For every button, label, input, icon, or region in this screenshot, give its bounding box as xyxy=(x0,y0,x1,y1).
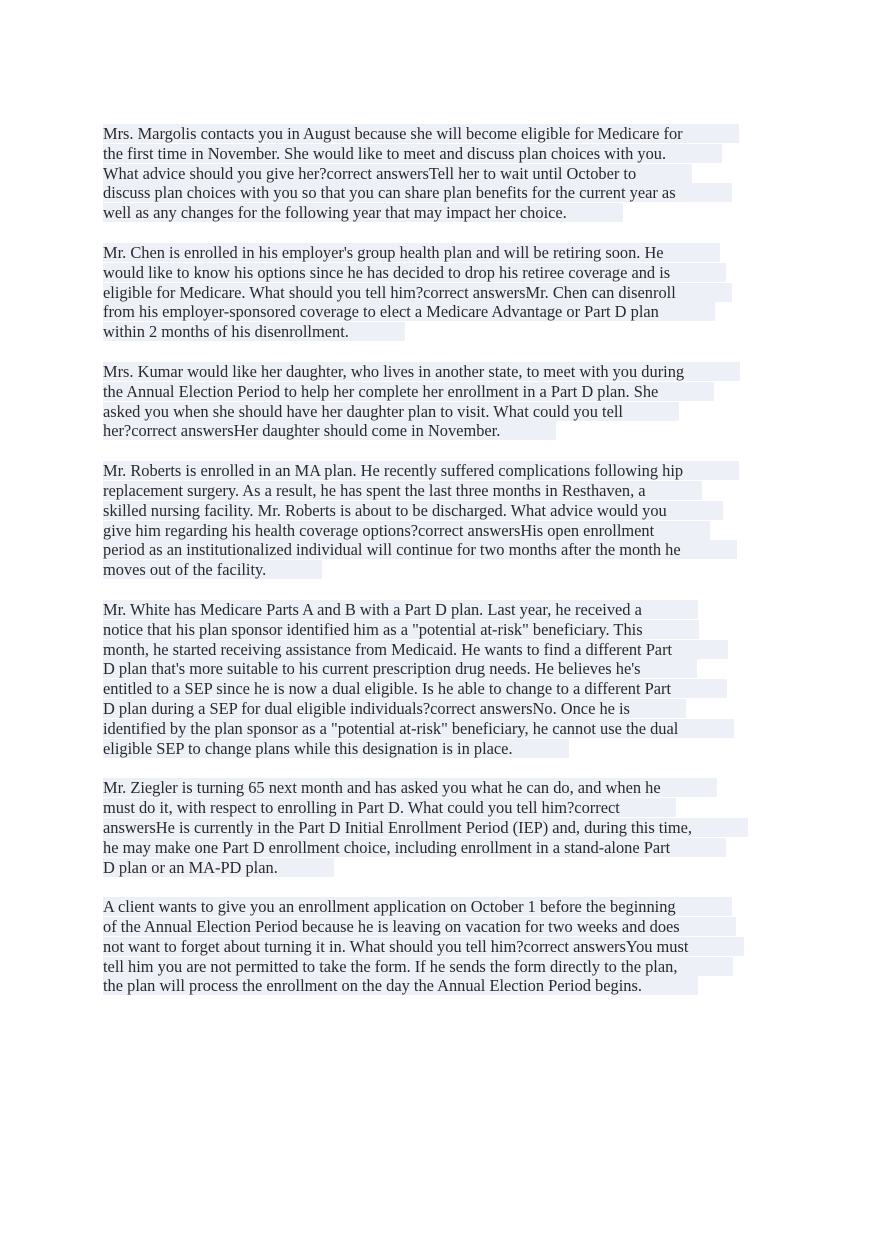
text-line: D plan that's more suitable to his current prescription drug needs. He believes he's xyxy=(103,659,783,679)
text-line: period as an institutionalized individual will continue for two months after the month he xyxy=(103,540,783,560)
paragraph-client-application xyxy=(103,897,783,996)
text-line: of the Annual Election Period because he is leaving on vacation for two weeks and does xyxy=(103,917,783,937)
text-line: entitled to a SEP since he is now a dual eligible. Is he able to change to a different Part xyxy=(103,679,783,699)
text-line: well as any changes for the following year that may impact her choice. xyxy=(103,203,783,223)
paragraph-chen xyxy=(103,243,783,342)
text-line: skilled nursing facility. Mr. Roberts is about to be discharged. What advice would you xyxy=(103,501,783,521)
text-line: give him regarding his health coverage options?correct answersHis open enrollment xyxy=(103,521,783,541)
text-line: would like to know his options since he has decided to drop his retiree coverage and is xyxy=(103,263,783,283)
text-line: notice that his plan sponsor identified him as a "potential at-risk" beneficiary. This xyxy=(103,620,783,640)
text-line: not want to forget about turning it in. What should you tell him?correct answersYou must xyxy=(103,937,783,957)
text-line: D plan or an MA-PD plan. xyxy=(103,858,783,878)
text-line: A client wants to give you an enrollment application on October 1 before the beginning xyxy=(103,897,783,917)
text-line: he may make one Part D enrollment choice, including enrollment in a stand-alone Part xyxy=(103,838,783,858)
paragraph-roberts xyxy=(103,461,783,580)
paragraph-white xyxy=(103,600,783,758)
document-body xyxy=(103,124,783,1016)
text-line: the first time in November. She would like to meet and discuss plan choices with you. xyxy=(103,144,783,164)
text-line: What advice should you give her?correct answersTell her to wait until October to xyxy=(103,164,783,184)
text-line: replacement surgery. As a result, he has spent the last three months in Resthaven, a xyxy=(103,481,783,501)
paragraph-kumar xyxy=(103,362,783,441)
text-line: eligible for Medicare. What should you tell him?correct answersMr. Chen can disenroll xyxy=(103,283,783,303)
text-line: the plan will process the enrollment on the day the Annual Election Period begins. xyxy=(103,976,783,996)
text-line: month, he started receiving assistance from Medicaid. He wants to find a different Part xyxy=(103,640,783,660)
text-line: Mrs. Margolis contacts you in August because she will become eligible for Medicare for xyxy=(103,124,783,144)
text-line: Mrs. Kumar would like her daughter, who lives in another state, to meet with you during xyxy=(103,362,783,382)
text-line: identified by the plan sponsor as a "potential at-risk" beneficiary, he cannot use the dual xyxy=(103,719,783,739)
paragraph-margolis xyxy=(103,124,783,223)
text-line: from his employer-sponsored coverage to elect a Medicare Advantage or Part D plan xyxy=(103,302,783,322)
text-line: must do it, with respect to enrolling in Part D. What could you tell him?correct xyxy=(103,798,783,818)
text-line: eligible SEP to change plans while this designation is in place. xyxy=(103,739,783,759)
text-line: moves out of the facility. xyxy=(103,560,783,580)
text-line: discuss plan choices with you so that you can share plan benefits for the current year as xyxy=(103,183,783,203)
text-line: within 2 months of his disenrollment. xyxy=(103,322,783,342)
text-line: answersHe is currently in the Part D Initial Enrollment Period (IEP) and, during this time, xyxy=(103,818,783,838)
text-line: Mr. Ziegler is turning 65 next month and has asked you what he can do, and when he xyxy=(103,778,783,798)
text-line: Mr. Roberts is enrolled in an MA plan. He recently suffered complications following hip xyxy=(103,461,783,481)
text-line: the Annual Election Period to help her complete her enrollment in a Part D plan. She xyxy=(103,382,783,402)
text-line: tell him you are not permitted to take the form. If he sends the form directly to the plan, xyxy=(103,957,783,977)
paragraph-ziegler xyxy=(103,778,783,877)
text-line: D plan during a SEP for dual eligible individuals?correct answersNo. Once he is xyxy=(103,699,783,719)
text-line: Mr. Chen is enrolled in his employer's group health plan and will be retiring soon. He xyxy=(103,243,783,263)
text-line: Mr. White has Medicare Parts A and B with a Part D plan. Last year, he received a xyxy=(103,600,783,620)
text-line: asked you when she should have her daughter plan to visit. What could you tell xyxy=(103,402,783,422)
text-line: her?correct answersHer daughter should come in November. xyxy=(103,421,783,441)
